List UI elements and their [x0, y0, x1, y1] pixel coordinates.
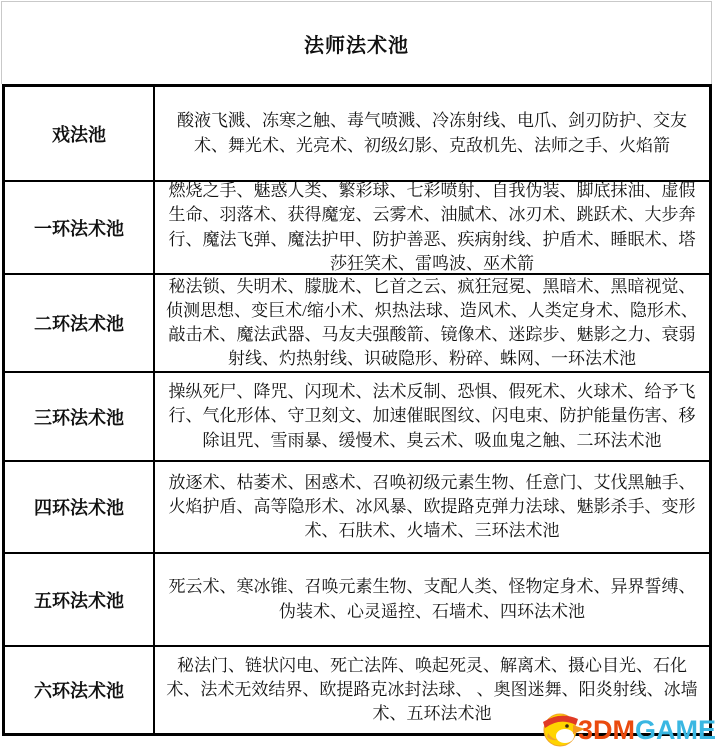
- row-label: 六环法术池: [5, 647, 155, 733]
- row-label: 四环法术池: [5, 462, 155, 552]
- brand-text-3dm: 3DM: [577, 715, 635, 745]
- row-label: 戏法池: [5, 87, 155, 180]
- row-spell-list: 放逐术、枯萎术、困惑术、召唤初级元素生物、任意门、艾伐黑触手、火焰护盾、高等隐形术、冰风暴、欧提路克弹力法球、魅影杀手、变形术、石肤术、火墙术、三环法术池: [168, 472, 696, 541]
- row-label: 一环法术池: [5, 182, 155, 273]
- row-spell-list: 操纵死尸、降咒、闪现术、法术反制、恐惧、假死术、火球术、给予飞行、气化形体、守卫刻文、加速催眠图纹、闪电束、防护能量伤害、移除诅咒、雪雨暴、缓慢术、臭云术、吸血鬼之触、二环法术池: [168, 382, 696, 450]
- brand-text-game: GAME: [635, 715, 716, 745]
- row-label: 五环法术池: [5, 554, 155, 645]
- row-label: 三环法术池: [5, 373, 155, 460]
- table-row-cantrips: [5, 87, 709, 180]
- row-spell-list: 燃烧之手、魅惑人类、繁彩球、七彩喷射、自我伪装、脚底抹油、虚假生命、羽落术、获得魔宠、云雾术、油腻术、冰刃术、跳跃术、大步奔行、魔法飞弹、魔法护甲、防护善恶、疾病射线、护盾术、睡眠术、塔莎狂笑术、雷鸣波、巫术箭: [168, 181, 696, 273]
- row-spell-list: 秘法锁、失明术、朦胧术、匕首之云、疯狂冠冕、黑暗术、黑暗视觉、侦测思想、变巨术/缩小术、炽热法球、造风术、人类定身术、隐形术、敲击术、魔法武器、马友夫强酸箭、镜像术、迷踪步、魅影之力、衰弱射线、灼热射线、识破隐形、粉碎、蛛网、一环法术池: [166, 276, 698, 369]
- table-row-level3: [5, 371, 709, 460]
- row-label: 二环法术池: [5, 275, 155, 371]
- table-row-level5: [5, 552, 709, 645]
- table-row-level1: [5, 180, 709, 273]
- row-spell-list: 秘法门、链状闪电、死亡法阵、唤起死灵、解离术、摄心目光、石化术、法术无效结界、欧提路克冰封法球、 、奥图迷舞、阳炎射线、冰墙术、五环法术池: [166, 655, 698, 724]
- table-row-level2: [5, 273, 709, 371]
- table-row-level4: [5, 460, 709, 552]
- page-title: 法师法术池: [1, 1, 712, 84]
- row-spell-list: 死云术、寒冰锥、召唤元素生物、支配人类、怪物定身术、异界誓缚、伪装术、心灵遥控、石墙术、四环法术池: [168, 577, 696, 621]
- row-spell-list: 酸液飞溅、冻寒之触、毒气喷溅、冷冻射线、电爪、剑刃防护、交友术、舞光术、光亮术、初级幻影、克敌机先、法师之手、火焰箭: [177, 111, 687, 155]
- 3dmgame-watermark: [540, 707, 716, 754]
- spell-pool-table: [2, 84, 712, 736]
